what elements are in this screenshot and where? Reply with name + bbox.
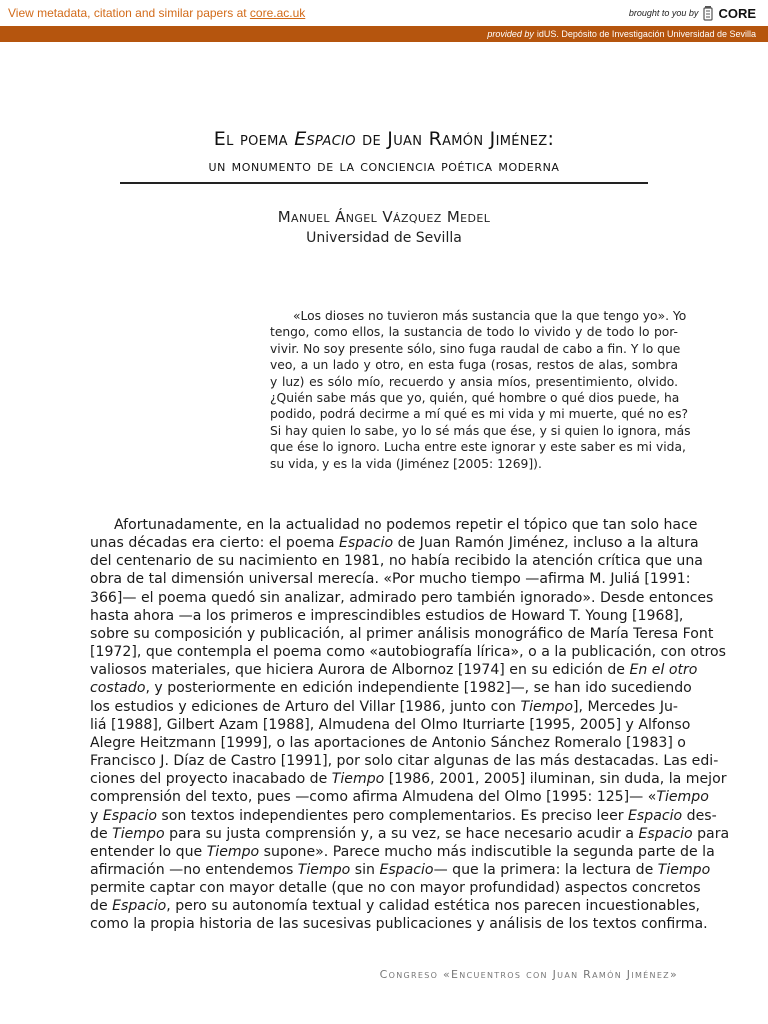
body-text-run: hasta ahora —a los primeros e imprescindibles estudios de Howard T. Young [1968], <box>90 607 684 624</box>
provided-by-label: provided by <box>487 29 534 39</box>
body-line <box>90 825 730 843</box>
italic-title-ref: Tiempo <box>657 861 711 878</box>
body-text-run: de <box>90 898 113 915</box>
body-text-run: , y posteriormente en edición independiente [1982]—, se han ido sucediendo <box>145 680 692 697</box>
body-text-run: ciones del proyecto inacabado de <box>90 771 332 788</box>
body-text-run: ], Mercedes Ju- <box>572 698 679 715</box>
body-text-run: permite captar con mayor detalle (que no con mayor profundidad) aspectos concretos <box>90 880 701 897</box>
body-text-run: los estudios y ediciones de Arturo del Villar [1986, junto con <box>90 698 521 715</box>
epigraph-line: veo, a un lado y otro, en esta fuga (rosas, restos de alas, sombra <box>270 358 678 373</box>
italic-title-ref: Espacio <box>112 898 167 915</box>
body-text-run: [1986, 2001, 2005] iluminan, sin duda, la mejor <box>384 771 727 788</box>
body-line <box>90 661 698 679</box>
body-line <box>90 734 686 752</box>
body-line <box>90 770 727 788</box>
core-provided-by-bar <box>0 26 768 42</box>
body-text-run: unas décadas era cierto: el poema <box>90 535 339 552</box>
core-brought-by[interactable] <box>629 4 756 22</box>
body-text-run: Francisco J. Díaz de Castro [1991], por solo citar algunas de las más destacadas. Las edi- <box>90 753 719 770</box>
epigraph-line: que ése lo ignoro. Lucha entre este ignorar y este saber es mi vida, <box>270 440 686 455</box>
italic-title-ref: Tiempo <box>520 698 573 715</box>
body-line <box>90 679 692 697</box>
body-text-run: comprensión del texto, pues —como afirma Almudena del Olmo [1995: 125]— « <box>90 789 657 806</box>
body-text-run: para <box>692 825 730 842</box>
italic-title-ref: En el otro <box>629 662 698 679</box>
italic-title-ref: Tiempo <box>297 861 351 878</box>
body-line <box>90 861 711 879</box>
body-text-run: Alegre Heitzmann [1999], o las aportaciones de Antonio Sánchez Romeralo [1983] o <box>90 734 686 751</box>
body-line <box>90 752 719 770</box>
italic-title-ref: Espacio <box>638 825 693 842</box>
body-text-run: des- <box>682 807 717 824</box>
body-line <box>90 879 701 897</box>
body-line <box>90 915 708 933</box>
body-line <box>90 698 678 716</box>
body-text-run: — que la primera: la lectura de <box>433 861 658 878</box>
body-line <box>90 589 714 607</box>
body-line <box>90 570 691 588</box>
body-text-run: de Juan Ramón Jiménez, incluso a la altura <box>393 535 699 552</box>
epigraph-line: tengo, como ellos, la sustancia de todo lo vivido y de todo lo por- <box>270 325 678 340</box>
italic-title-ref: Espacio <box>338 535 394 552</box>
provided-by-repository[interactable]: idUS. Depósito de Investigación Universidad de Sevilla <box>536 29 756 39</box>
page-footer: Congreso «Encuentros con Juan Ramón Jiménez» <box>379 968 678 981</box>
epigraph-line: ¿Quién sabe más que yo, quién, qué hombre o qué dios puede, ha <box>270 391 680 406</box>
title-italic-espacio: Espacio <box>294 128 356 150</box>
body-line <box>90 516 698 534</box>
body-line <box>90 716 691 734</box>
author-name: Manuel Ángel Vázquez Medel <box>277 208 491 226</box>
core-link-prefix: View metadata, citation and similar papers at <box>8 6 250 20</box>
epigraph-line: su vida, y es la vida (Jiménez [2005: 1269]). <box>270 456 542 471</box>
italic-title-ref: Tiempo <box>656 789 709 806</box>
body-text-run: liá [1988], Gilbert Azam [1988], Almudena del Olmo Iturriarte [1995, 2005] y Alfonso <box>90 716 691 733</box>
epigraph-line: Si hay quien lo sabe, yo lo sé más que ése, y si quien lo ignora, más <box>270 423 691 438</box>
body-text-run: de <box>90 825 113 842</box>
core-logo-text: CORE <box>718 5 756 21</box>
italic-title-ref: Tiempo <box>331 771 385 788</box>
body-text-run: Afortunadamente, en la actualidad no podemos repetir el tópico que tan solo hace <box>114 517 698 533</box>
paper-title-line-1: El poema Espacio de Juan Ramón Jiménez: <box>213 128 555 150</box>
epigraph-line: «Los dioses no tuvieron más sustancia que la que tengo yo». Yo <box>293 309 687 323</box>
body-text-run: afirmación —no entendemos <box>90 861 298 878</box>
body-line <box>90 625 714 643</box>
body-text-run: 366]— el poema quedó sin analizar, admirado pero también ignorado». Desde entonces <box>90 589 714 606</box>
epigraph-line: podido, podrá decirme a mí qué es mi vida y mi muerte, qué no es? <box>270 407 689 422</box>
body-text-run: como la propia historia de las sucesivas publicaciones y análisis de los textos confirma. <box>90 916 708 933</box>
paper-title-line-2: un monumento de la conciencia poética moderna <box>208 156 560 175</box>
body-line <box>90 897 701 915</box>
body-line <box>90 843 715 861</box>
core-brought-by-label: brought to you by <box>628 8 699 18</box>
body-line <box>90 807 717 825</box>
body-text-run: son textos independientes pero complementarios. Es preciso leer <box>156 807 629 824</box>
body-text-run: entender lo que <box>90 843 207 860</box>
body-text-run: [1972], que contempla el poema como «autobiografía lírica», o a la publicación, con otros <box>90 644 726 661</box>
italic-title-ref: Espacio <box>379 861 434 878</box>
epigraph-line: y luz) es sólo mío, recuerdo y ansia míos, presentimiento, olvido. <box>270 374 678 389</box>
author-affiliation: Universidad de Sevilla <box>306 230 462 246</box>
italic-title-ref: Espacio <box>102 807 157 824</box>
body-text-run: valiosos materiales, que hiciera Aurora de Albornoz [1974] en su edición de <box>90 662 630 679</box>
epigraph <box>270 308 691 472</box>
core-header <box>0 0 768 27</box>
body-line <box>90 643 726 661</box>
italic-title-ref: Tiempo <box>112 825 165 842</box>
body-text-run: del centenario de su nacimiento en 1981, no había recibido la atención crítica que una <box>90 553 703 570</box>
body-line <box>90 534 699 552</box>
body-text-run: para su justa comprensión y, a su vez, se hace necesario acudir a <box>164 825 639 842</box>
body-paragraph <box>90 516 730 934</box>
body-text-run: sobre su composición y publicación, al primer análisis monográfico de María Teresa Font <box>90 625 714 642</box>
core-link-url[interactable]: core.ac.uk <box>249 6 306 20</box>
core-metadata-link[interactable] <box>8 6 305 20</box>
body-text-run: , pero su autonomía textual y calidad estética nos parecen incuestionables, <box>166 898 701 915</box>
body-line <box>90 607 684 625</box>
body-line <box>90 552 703 570</box>
italic-title-ref: Tiempo <box>206 843 260 860</box>
core-logo-icon <box>702 5 714 21</box>
body-text-run: sin <box>350 861 380 878</box>
body-line <box>90 788 709 806</box>
epigraph-line: vivir. No soy presente sólo, sino fuga raudal de cabo a fin. Y lo que <box>270 341 681 356</box>
body-text-run: y <box>90 807 103 824</box>
body-text-run: obra de tal dimensión universal merecía. «Por mucho tiempo —afirma M. Juliá [1991: <box>90 571 691 588</box>
italic-title-ref: costado <box>90 680 146 697</box>
body-text-run: supone». Parece mucho más indiscutible la segunda parte de la <box>259 843 715 860</box>
title-rule <box>120 182 648 184</box>
italic-title-ref: Espacio <box>628 807 683 824</box>
